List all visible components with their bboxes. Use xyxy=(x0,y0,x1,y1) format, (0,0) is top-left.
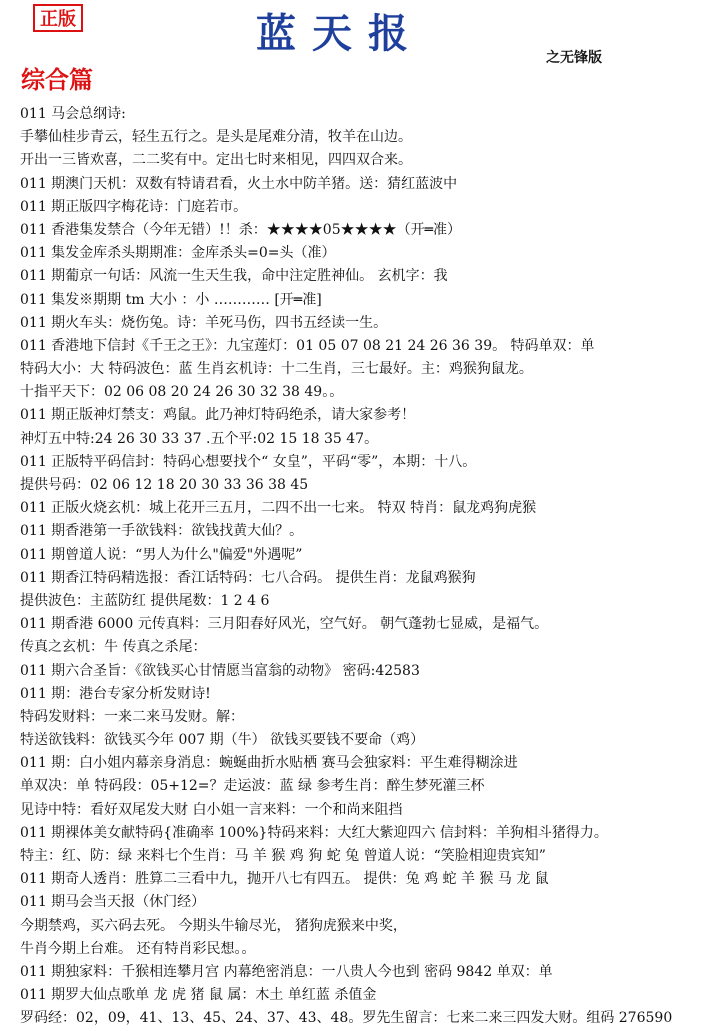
text-line: 011 期裸体美女献特码{准确率 100%}特码来料：大红大紫迎四六 信封料：羊狗相斗猪得力。 xyxy=(20,824,608,841)
text-line: 011 期曾道人说：“男人为什么"偏爱"外遇呢” xyxy=(20,546,303,563)
text-line: 011 期香港第一手欲钱料：欲钱找黄大仙？。 xyxy=(20,523,304,540)
text-line: 011 香港地下信封《千王之王》：九宝莲灯：01 05 07 08 21 24 26 36 39。 特码单双：单 xyxy=(20,337,595,354)
text-line: 提供号码：02 06 12 18 20 30 33 36 38 45 xyxy=(20,477,309,493)
text-line: 011 期澳门天机：双数有特请君看，火土水中防羊猪。送：猜红蓝波中 xyxy=(20,175,458,192)
text-line: 011 期罗大仙点歌单 龙 虎 猪 鼠 属：木土 单红蓝 杀值金 xyxy=(20,987,377,1004)
text-line: 011 期：港台专家分析发财诗! xyxy=(20,685,211,702)
text-line: 今期禁鸡，买六码去死。 今期头牛输尽光， 猪狗虎猴来中奖， xyxy=(20,917,407,934)
text-line: 提供波色：主蓝防红 提供尾数：1 2 4 6 xyxy=(20,592,270,609)
text-line: 手攀仙桂步青云，轻生五行之。是头是尾难分清，牧羊在山边。 xyxy=(20,129,412,146)
text-line: 牛肖今期上台难。 还有特肖彩民想。。 xyxy=(20,940,256,957)
content-lines xyxy=(20,103,695,1031)
text-line: 单双决：单 特码段：05+12=？走运波：蓝 绿 参考生肖：醉生梦死灌三杯 xyxy=(20,778,485,795)
edition-badge: 正版 xyxy=(33,4,83,32)
text-line: 011 集发金库杀头期期准：金库杀头=0=头（准） xyxy=(20,245,336,262)
text-line: 罗码经：02，09，41、13、45、24、37、43、48。罗先生留言：七来二来三四发大财。组码 276590 xyxy=(20,1010,673,1027)
text-line: 传真之玄机：牛 传真之杀尾： xyxy=(20,639,207,656)
text-line: 特码大小：大 特码波色：蓝 生肖玄机诗：十二生肖，三七最好。主：鸡猴狗鼠龙。 xyxy=(20,361,533,378)
edition-label: 之无锋版 xyxy=(546,50,602,66)
text-line: 十指平天下：02 06 08 20 24 26 30 32 38 49。。 xyxy=(20,384,344,401)
text-line: 见诗中特：看好双尾发大财 白小姐一言来料：一个和尚来阻挡 xyxy=(20,801,403,818)
text-line: 特主：红、防：绿 来料七个生肖：马 羊 猴 鸡 狗 蛇 兔 曾道人说：“笑脸相迎贵宾知” xyxy=(20,848,546,864)
text-line: 011 期正版神灯禁支：鸡鼠。此乃神灯特码绝杀，请大家参考！ xyxy=(20,407,416,424)
text-line: 特码发财料：一来二来马发财。解： xyxy=(20,708,244,725)
text-line: 011 期正版四字梅花诗：门庭若市。 xyxy=(20,198,248,215)
text-line: 011 期香江特码精选报：香江话特码：七八合码。 提供生肖：龙鼠鸡猴狗 xyxy=(20,569,476,586)
text-line: 011 马会总纲诗: xyxy=(20,106,126,122)
text-line: 011 香港集发禁合（今年无错）!！杀：★★★★05★★★★（开═准） xyxy=(20,221,462,238)
text-line: 神灯五中特:24 26 30 33 37 .五个平:02 15 18 35 47。 xyxy=(20,430,379,447)
text-line: 011 正版特平码信封：特码心想要找个“ 女皇”，平码“零”，本期：十八。 xyxy=(20,453,477,470)
newspaper-title: 蓝天报 xyxy=(256,10,424,57)
section-title: 综合篇 xyxy=(21,65,93,94)
text-line: 开出一三皆欢喜，二二奖有中。定出七时来相见，四四双合来。 xyxy=(20,152,412,169)
text-line: 011 期：白小姐内幕亲身消息：蜿蜒曲折水贴栖 赛马会独家料：平生难得糊涂进 xyxy=(20,755,518,772)
text-line: 011 正版火烧玄机：城上花开三五月，二四不出一七来。 特双 特肖：鼠龙鸡狗虎猴 xyxy=(20,500,537,517)
text-line: 011 期葡京一句话：风流一生天生我，命中注定胜神仙。 玄机字：我 xyxy=(20,268,448,285)
text-line: 011 期香港 6000 元传真料：三月阳春好风光，空气好。 朝气蓬勃七显威，是福气。 xyxy=(20,616,549,633)
text-line: 011 期独家料：千猴相连攀月宫 内幕绝密消息：一八贵人今也到 密码 9842 单双：单 xyxy=(20,963,553,980)
text-line: 011 期火车头：烧伤兔。诗：羊死马伤，四书五经读一生。 xyxy=(20,314,388,331)
text-line: 特送欲钱料：欲钱买今年 007 期（牛） 欲钱买要钱不要命（鸡） xyxy=(20,732,425,749)
text-line: 011 期奇人透肖：胜算二三看中九，抛开八七有四五。 提供：兔 鸡 蛇 羊 猴 马 龙 鼠 xyxy=(20,871,549,888)
text-line: 011 期马会当天报（休门经） xyxy=(20,894,206,911)
text-line: 011 期六合圣旨：《欲钱买心甘情愿当富翁的动物》 密码:42583 xyxy=(20,662,420,679)
text-line: 011 集发※期期 tm 大小 ：小 ………… [开═准] xyxy=(20,291,322,308)
